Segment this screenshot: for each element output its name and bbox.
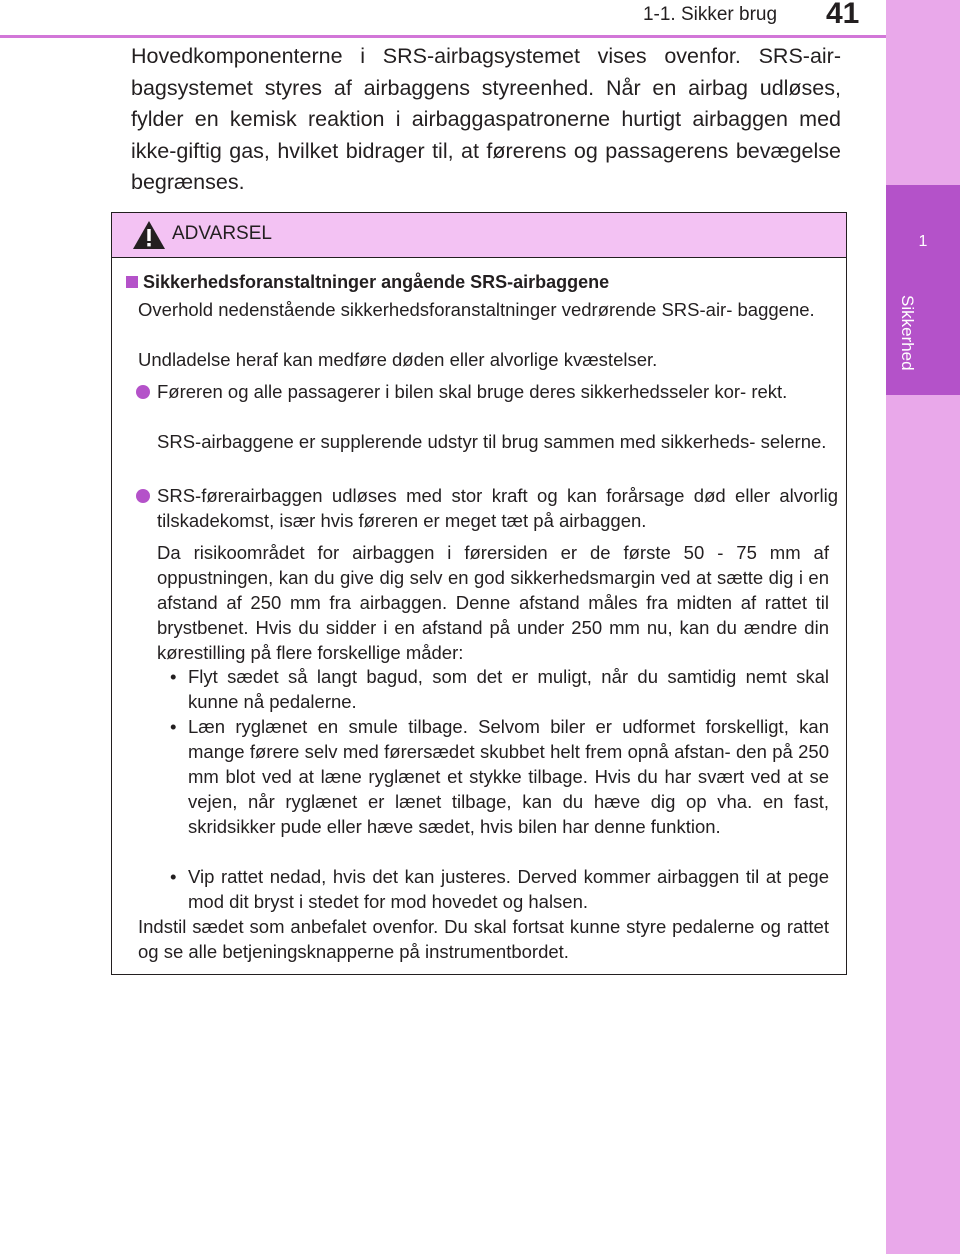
square-bullet-icon: [126, 276, 138, 288]
page-number: 41: [826, 0, 860, 30]
sub-bullet-item: Læn ryglænet en smule tilbage. Selvom biler er udformet forskelligt, kan mange førere selv med førersædet skubbet helt frem opnå afstan- den på 250 mm blot ved at læne ryglænet et stykke tilbage. Hvis du har svært ved at se vejen, når ryglænet er lænet tilbage, kan du hæve dig op vha. en fast, skridsikker pude eller hæve sædet, hvis bilen har denne funktion.: [188, 716, 829, 837]
chapter-title: Sikkerhed: [898, 295, 917, 371]
warning-consequence-text: Undladelse heraf kan medføre døden eller alvorlige kvæstelser.: [138, 349, 658, 370]
section-title: 1-1. Sikker brug: [642, 4, 778, 25]
sub-bullet-item: Flyt sædet så langt bagud, som det er muligt, når du samtidig nemt skal kunne nå pedalerne.: [188, 666, 829, 712]
bullet-srs-supplementary-text: SRS-airbaggene er supplerende udstyr til brug sammen med sikkerheds- selerne.: [157, 431, 827, 452]
closing-paragraph: Indstil sædet som anbefalet ovenfor. Du skal fortsat kunne styre pedalerne og rattet og se alle betjeningsknapperne på instrumentbordet.: [138, 916, 829, 962]
warning-intro-text: Overhold nedenstående sikkerhedsforanstaltninger vedrørende SRS-air- baggene.: [138, 299, 815, 320]
dash-bullet-icon: •: [170, 866, 177, 887]
warning-triangle-icon: [132, 220, 166, 250]
bullet-seatbelt-text: Føreren og alle passagerer i bilen skal bruge deres sikkerhedsseler kor- rekt.: [157, 381, 788, 402]
warning-heading: [126, 270, 609, 295]
warning-label: ADVARSEL: [172, 223, 272, 244]
chapter-number: 1: [918, 233, 928, 250]
warning-heading-text: Sikkerhedsforanstaltninger angående SRS-airbaggene: [143, 272, 610, 292]
header-divider: [0, 35, 886, 38]
dash-bullet-icon: •: [170, 716, 177, 737]
sub-bullet-item: Vip rattet nedad, hvis det kan justeres. Derved kommer airbaggen til at pege mod dit bryst i stedet for mod hovedet og halsen.: [188, 866, 829, 912]
round-bullet-icon: [136, 385, 150, 399]
warning-header: [112, 213, 846, 258]
dash-bullet-icon: •: [170, 666, 177, 687]
bullet-driver-airbag-text: SRS-førerairbaggen udløses med stor kraft og kan forårsage død eller alvorlig tilskadekomst, især hvis føreren er meget tæt på airbaggen.: [157, 485, 838, 531]
intro-paragraph: Hovedkomponenterne i SRS-airbagsystemet vises ovenfor. SRS-air- bagsystemet styres af airbaggens styreenhed. Når en airbag udløses, fylder en kemisk reaktion i airbaggaspatronerne hurtigt airbaggen med ikke-giftig gas, hvilket bidrager til, at førerens og passagerens bevægelse begrænses.: [131, 44, 841, 194]
warning-box: [111, 212, 847, 975]
risk-zone-paragraph: Da risikoområdet for airbaggen i førersiden er de første 50 - 75 mm af oppustningen, kan du give dig selv en god sikkerhedsmargin ved at sætte dig i en afstand af 250 mm fra airbaggen. Denne afstand måles fra midten af rattet til brystbenet. Hvis du sidder i en afstand på under 250 mm nu, kan du ændre din kørestilling på flere forskellige måder:: [157, 542, 829, 663]
round-bullet-icon: [136, 489, 150, 503]
